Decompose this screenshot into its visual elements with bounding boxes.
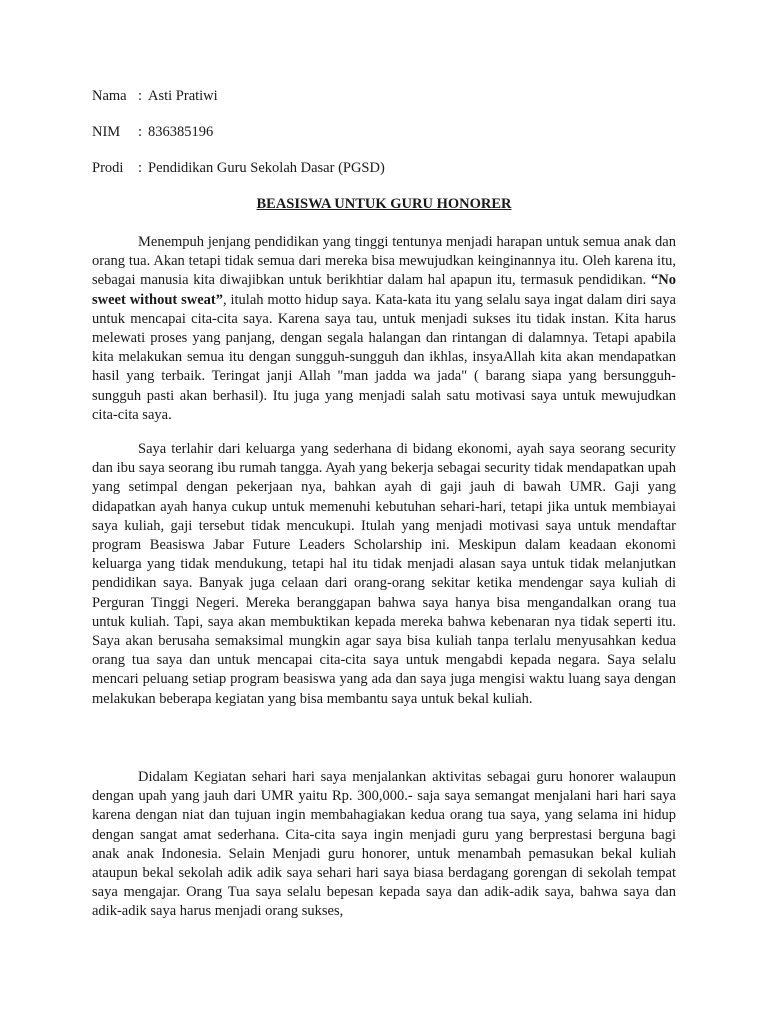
paragraph-1-part-a: Menempuh jenjang pendidikan yang tinggi tentunya menjadi harapan untuk semua anak dan orang tua. Akan tetapi tidak semua dari mereka bisa mewujudkan keinginannya itu. Oleh karena itu, sebagai manusia kita diwajibkan untuk berikhtiar dalam hal apapun itu, termasuk pendidikan.	[92, 234, 676, 289]
paragraph-2-text: Saya terlahir dari keluarga yang sederhana di bidang ekonomi, ayah saya seorang security dan ibu saya seorang ibu rumah tangga. Ayah yang bekerja sebagai security tidak mendapatkan upah yang setimpal dengan pekerjaan nya, bahkan ayah di gaji jauh di bawah UMR. Gaji yang didapatkan ayah hanya cukup untuk memenuhi kebutuhan sehari-hari, tetapi jika untuk membiayai saya kuliah, gaji tersebut tidak mencukupi. Itulah yang menjadi motivasi saya untuk mendaftar program Beasiswa Jabar Future Leaders Scholarship ini. Meskipun dalam keadaan ekonomi keluarga yang tidak mendukung, tetapi hal itu tidak menjadi alasan saya untuk tidak melanjutkan pendidikan saya. Banyak juga celaan dari orang-orang sekitar ketika mendengar saya kuliah di Perguran Tinggi Negeri. Mereka beranggapan bahwa saya hanya bisa mengandalkan orang tua untuk kuliah. Tapi, saya akan membuktikan kepada mereka bahwa kebenaran nya tidak seperti itu. Saya akan berusaha semaksimal mungkin agar saya bisa kuliah tanpa terlalu menyusahkan kedua orang tua saya dan untuk mencapai cita-cita saya untuk mengabdi kepada negara. Saya selalu mencari peluang setiap program beasiswa yang ada dan saya juga mengisi waktu luang saya dengan melakukan beberapa kegiatan yang bisa membantu saya untuk bekal kuliah.	[92, 441, 676, 707]
meta-separator-nim: :	[138, 124, 143, 140]
meta-value-nim: 836385196	[148, 124, 214, 140]
meta-separator-nama: :	[138, 88, 143, 104]
document-title	[92, 195, 676, 213]
paragraph-1-part-b: , itulah motto hidup saya. Kata-kata itu yang selalu saya ingat dalam diri saya untuk mencapai cita-cita saya. Karena saya tau, untuk menjadi sukses itu tidak instan. Kita harus melewati proses yang panjang, dengan segala halangan dan rintangan di dalamnya. Tetapi apabila kita melakukan semua itu dengan sungguh-sungguh dan ikhlas, insyaAllah kita akan mendapatkan hasil yang terbaik. Teringat janji Allah "man jadda wa jada" ( barang siapa yang bersungguh-sungguh pasti akan berhasil). Itu juga yang menjadi salah satu motivasi saya untuk mewujudkan cita-cita saya.	[92, 291, 676, 423]
meta-label-nama: Nama	[92, 88, 127, 104]
paragraph-3	[92, 768, 676, 922]
paragraph-1	[92, 233, 676, 425]
paragraph-1-motto: “No sweet without sweat”	[92, 272, 677, 308]
meta-row-nama	[92, 87, 218, 105]
meta-label-prodi: Prodi	[92, 160, 124, 176]
meta-value-prodi: Pendidikan Guru Sekolah Dasar (PGSD)	[148, 160, 385, 176]
meta-row-nim	[92, 123, 213, 141]
meta-row-prodi	[92, 159, 385, 177]
meta-label-nim: NIM	[92, 124, 121, 140]
paragraph-1-text	[92, 233, 676, 425]
meta-separator-prodi: :	[138, 160, 143, 176]
paragraph-3-text: Didalam Kegiatan sehari hari saya menjalankan aktivitas sebagai guru honorer walaupun dengan upah yang jauh dari UMR yaitu Rp. 300,000.- saja saya semangat menjalani hari hari saya karena dengan niat dan tujuan ingin membahagiakan kedua orang tua saya, yang selama ini hidup dengan sangat amat sederhana. Cita-cita saya ingin menjadi guru yang berprestasi berguna bagi anak anak Indonesia. Selain Menjadi guru honorer, untuk menambah pemasukan bekal kuliah ataupun bekal sekolah adik adik saya sehari hari saya biasa berdagang gorengan di sekolah tempat saya mengajar. Orang Tua saya selalu bepesan kepada saya dan adik-adik saya, bahwa saya dan adik-adik saya harus menjadi orang sukses,	[92, 769, 676, 920]
paragraph-2	[92, 440, 676, 709]
meta-value-nama: Asti Pratiwi	[148, 88, 218, 104]
document-title-text: BEASISWA UNTUK GURU HONORER	[256, 196, 512, 212]
